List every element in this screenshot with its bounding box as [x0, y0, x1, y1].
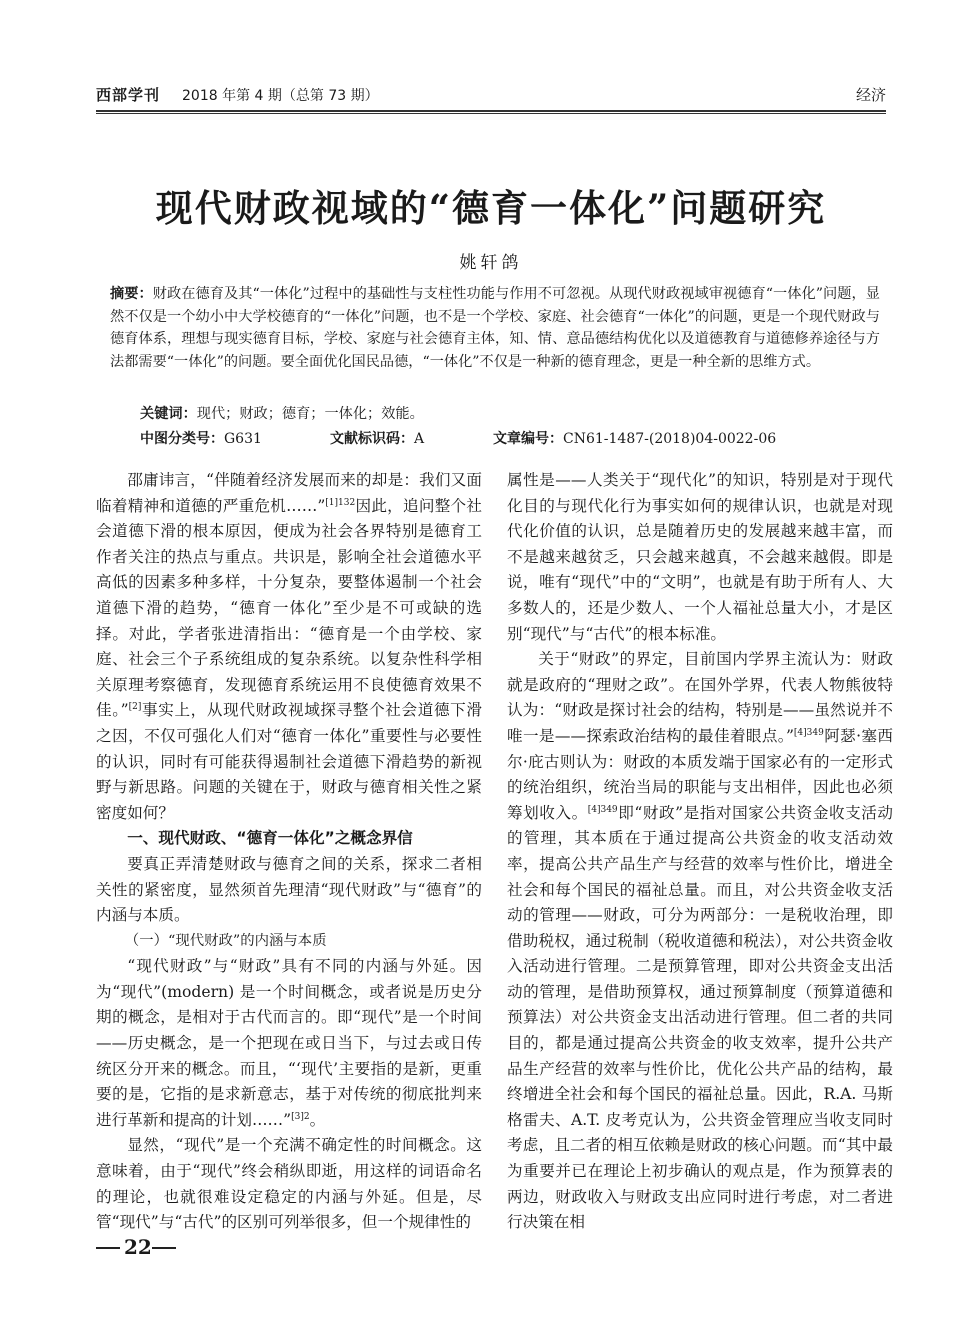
article-number — [493, 428, 776, 448]
citation: [3]2 — [291, 1111, 310, 1122]
body-column-left — [96, 468, 482, 1236]
paragraph: 要真正弄清楚财政与德育之间的关系，探求二者相关性的紧密度，显然须首先理清“现代财政”与“德育”的内涵与本质。 — [96, 854, 482, 925]
abstract — [110, 283, 880, 373]
running-header — [96, 82, 886, 106]
paper-title: 现代财政视域的“德育一体化”问题研究 — [155, 186, 827, 230]
paragraph — [96, 468, 482, 826]
clc-number — [140, 428, 262, 448]
paragraph — [507, 647, 893, 1236]
text-run: 阿瑟·塞西尔·庇古则认为：财政的本质发端于国家必有的一定形式的统治组织，统治当局的职能与支出相伴，因此也必须筹划收入。 — [507, 726, 893, 822]
clc-value: G631 — [224, 431, 262, 447]
clc-label: 中图分类号： — [140, 431, 224, 447]
section-tag: 经济 — [855, 86, 886, 104]
page-number: 22 — [124, 1235, 152, 1259]
text-run: 邵庸讳言，“伴随着经济发展而来的却是：我们又面临着精神和道德的严重危机……” — [96, 471, 482, 515]
citation: [4]349 — [587, 804, 618, 815]
keywords-label: 关键词： — [140, 406, 197, 422]
footer-dash-left — [96, 1247, 120, 1249]
section-heading: 一、现代财政、“德育一体化”之概念界信 — [127, 829, 413, 848]
doc-value: A — [414, 431, 425, 447]
paragraph: 显然，“现代”是一个充满不确定性的时间概念。这意味着，由于“现代”终会稍纵即逝，用这样的词语命名的理论，也就很难设定稳定的内涵与外延。但是，尽管“现代”与“古代”的区别可列举很多，但一个规律性的 — [96, 1136, 482, 1232]
author: 姚轩鸽 — [459, 253, 523, 273]
keywords — [140, 403, 880, 423]
header-rule-thin — [96, 113, 886, 114]
paragraph: 属性是——人类关于“现代化”的知识，特别是对于现代化目的与现代化行为事实如何的规律认识，也就是对现代化价值的认识，总是随着历史的发展越来越丰富，而不是越来越贫乏，只会越来越真，不会越来越假。即是说，唯有“现代”中的“文明”，也就是有助于所有人、大多数人的，还是少数人、一个人福祉总量大小，才是区别“现代”与“古代”的根本标准。 — [507, 471, 893, 643]
subsection-heading: （一）“现代财政”的内涵与本质 — [124, 932, 327, 949]
issue-info: 2018 年第 4 期（总第 73 期） — [182, 88, 379, 104]
text-run: 事实上，从现代财政视域探寻整个社会道德下滑之因，不仅可强化人们对“德育一体化”重要性与必要性的认识，同时有可能获得遏制社会道德下滑趋势的新视野与新思路。问题的关键在于，财政与德育相关性之紧密度如何？ — [96, 701, 482, 822]
keywords-text: 现代；财政；德育；一体化；效能。 — [196, 406, 424, 422]
text-run: 。 — [309, 1110, 326, 1129]
classification-meta — [140, 428, 880, 450]
abstract-label: 摘要： — [110, 286, 153, 302]
abstract-text: 财政在德育及其“一体化”过程中的基础性与支柱性功能与作用不可忽视。从现代财政视域审视德育“一体化”问题，显然不仅是一个幼小中大学校德育的“一体化”问题，也不是一个学校、家庭、社会德育“一体化”的问题，更是一个现代财政与德育体系，理想与现实德育目标，学校、家庭与社会德育主体，知、情、意品德结构优化以及道德教育与道德修养途径与方法都需要“一体化”的问题。要全面优化国民品德，“一体化”不仅是一种新的德育理念，更是一种全新的思维方式。 — [110, 286, 880, 370]
text-run: 关于“财政”的界定，目前国内学界主流认为：财政就是政府的“理财之政”。在国外学界，代表人物熊彼特认为：“财政是探讨社会的结构，特别是——虽然说并不唯一是——探索政治结构的最佳着眼点。” — [507, 650, 893, 745]
citation: [2] — [128, 702, 142, 713]
doc-label: 文献标识码： — [330, 431, 414, 447]
header-rule — [96, 110, 886, 112]
body-column-right — [507, 468, 893, 1236]
document-code — [330, 428, 424, 448]
footer-dash-right — [152, 1247, 176, 1249]
citation: [4]349 — [793, 727, 824, 738]
text-run: 因此，追问整个社会道德下滑的根本原因，便成为社会各界特别是德育工作者关注的热点与重点。共识是，影响全社会道德水平高低的因素多种多样，十分复杂，要整体遏制一个社会道德下滑的趋势，“德育一体化”至少是不可或缺的选择。对此，学者张进清指出：“德育是一个由学校、家庭、社会三个子系统组成的复杂系统。以复杂性科学相关原理考察德育，发现德育系统运用不良使德育效果不佳。” — [96, 496, 482, 720]
article-label: 文章编号： — [493, 431, 563, 447]
text-run: 即“财政”是指对国家公共资金收支活动的管理，其本质在于通过提高公共资金的收支活动效率，提高公共产品生产与经营的效率与性价比，增进全社会和每个国民的福祉总量。而且，对公共资金收支活动的管理——财政，可分为两部分：一是税收治理，即借助税权，通过税制（税收道德和税法），对公共资金收入活动进行管理。二是预算管理，即对公共资金支出活动的管理，是借助预算权，通过预算制度（预算道德和预算法）对公共资金支出活动进行管理。但二者的共同目的，都是通过提高公共资金的收支效率，提升公共产品生产经营的效率与性价比，优化公共产品的结构，最终增进全社会和每个国民的福祉总量。因此，R.A. 马斯格雷夫、A.T. 皮考克认为，公共资金管理应当收支同时考虑，且二者的相互依赖是财政的核心问题。而“其中最为重要并已在理论上初步确认的观点是，作为预算表的两边，财政收入与财政支出应同时进行考虑，对二者进行决策在相 — [507, 803, 893, 1232]
paragraph — [96, 954, 482, 1133]
text-run: “现代财政”与“财政”具有不同的内涵与外延。因为“现代”(modern) 是一个时间概念，或者说是历史分期的概念，是相对于古代而言的。即“现代”是一个时间——历史概念，是一个把现在或日当下，与过去或日传统区分开来的概念。而且，“‘现代’主要指的是新，更重要的是，它指的是求新意志，基于对传统的彻底批判来进行革新和提高的计划……” — [96, 957, 482, 1129]
article-value: CN61-1487-(2018)04-0022-06 — [563, 431, 777, 447]
journal-name: 西部学刊 — [96, 86, 161, 104]
citation: [1]132 — [325, 497, 356, 508]
